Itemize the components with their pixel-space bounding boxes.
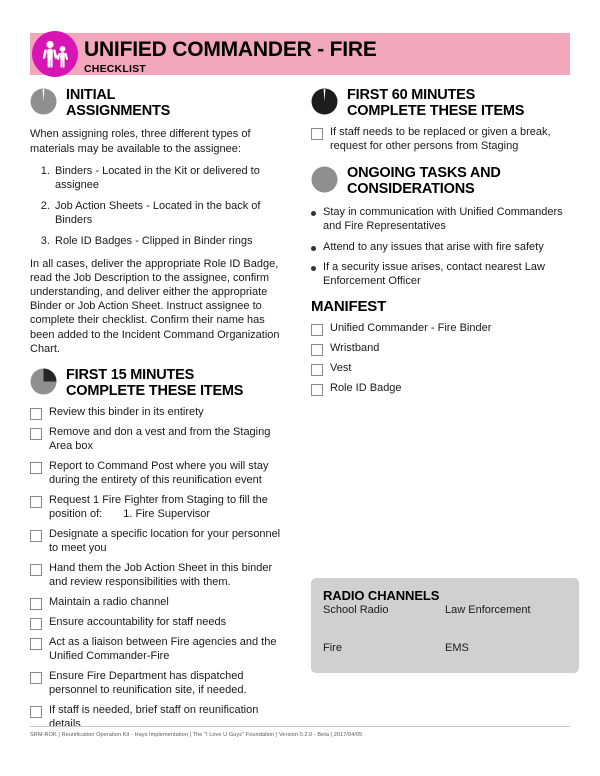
checklist-item[interactable] — [311, 382, 570, 396]
initial-intro-text: When assigning roles, three different types of materials may be available to the assignee: — [30, 128, 251, 155]
checkbox[interactable] — [30, 496, 42, 508]
checklist-sub-item: 1. Fire Supervisor — [123, 508, 211, 521]
checklist-item-label: If staff needs to be replaced or given a break, request for other persons from Staging — [330, 126, 551, 153]
page-footer — [30, 726, 570, 738]
checklist-item[interactable] — [30, 636, 289, 664]
page-title: UNIFIED COMMANDER - FIRE — [84, 38, 377, 61]
first-60-checklist — [311, 126, 570, 154]
list-item: 3. Role ID Badges - Clipped in Binder rings — [53, 234, 289, 248]
checklist-item[interactable] — [30, 460, 289, 488]
radio-channel-label: Fire — [323, 642, 342, 654]
section-initial-title-line1: INITIAL — [66, 87, 116, 103]
checkbox[interactable] — [311, 384, 323, 396]
section-first-60-title-line1: FIRST 60 MINUTES — [347, 87, 476, 103]
footer-text: SRM-ROK | Reunification Operation Kit - Hays Implementation | The "I Love U Guys" Foundation | Version 0.2.0 - Beta | 2017/04/05 — [30, 732, 363, 738]
bullet-icon — [311, 246, 316, 251]
checklist-item[interactable] — [30, 528, 289, 556]
list-item-label: Stay in communication with Unified Commanders and Fire Representatives — [323, 205, 563, 232]
checklist-item[interactable] — [311, 322, 570, 336]
checklist-item-label: Review this binder in its entirety — [49, 406, 204, 419]
section-first-15-minutes — [30, 367, 289, 399]
family-adult-child-icon — [32, 31, 78, 77]
list-item-label: If a security issue arises, contact nearest Law Enforcement Officer — [323, 261, 545, 288]
section-first-60-title — [347, 87, 524, 119]
checklist-item[interactable] — [311, 342, 570, 356]
checklist-item[interactable] — [30, 494, 289, 522]
checkbox[interactable] — [30, 598, 42, 610]
list-item — [311, 261, 570, 289]
checkbox[interactable] — [311, 128, 323, 140]
checklist-item-label: Maintain a radio channel — [49, 595, 169, 608]
clock-60-minutes-icon — [311, 88, 338, 115]
manifest-heading: MANIFEST — [311, 298, 387, 316]
section-first-60-title-line2: COMPLETE THESE ITEMS — [347, 102, 525, 119]
left-column — [30, 85, 289, 738]
list-item: 1. Binders - Located in the Kit or delivered to assignee — [53, 164, 289, 192]
radio-channels-panel — [311, 578, 579, 673]
section-initial-assignments — [30, 87, 289, 119]
checkbox[interactable] — [30, 618, 42, 630]
radio-channel-label: EMS — [445, 642, 469, 654]
content-columns — [30, 75, 570, 738]
checkbox[interactable] — [30, 530, 42, 542]
radio-channel-label: Law Enforcement — [445, 604, 531, 616]
materials-list — [30, 164, 289, 249]
section-ongoing-title-line2: CONSIDERATIONS — [347, 180, 475, 197]
checklist-item[interactable] — [30, 670, 289, 698]
checklist-item-label: Designate a specific location for your personnel to meet you — [49, 528, 281, 555]
page-header-banner — [30, 33, 570, 75]
ongoing-tasks-list — [311, 206, 570, 290]
checkbox[interactable] — [30, 408, 42, 420]
radio-channel-label: School Radio — [323, 604, 389, 616]
section-first-15-title-line2: COMPLETE THESE ITEMS — [66, 382, 244, 399]
checkbox[interactable] — [30, 672, 42, 684]
radio-channels-title: RADIO CHANNELS — [323, 588, 440, 603]
manifest-checklist — [311, 322, 570, 396]
initial-outro-text: In all cases, deliver the appropriate Role ID Badge, read the Job Description to the assignee, confirm understanding, and deliver either the appropriate Binder or Job Action Sheet. Instruct assignee to complete their checklist. Confirm their name has been added to the Incident Command Organization Chart. — [30, 257, 280, 355]
section-first-60-minutes — [311, 87, 570, 119]
checkbox[interactable] — [30, 462, 42, 474]
checklist-item-label — [49, 494, 289, 522]
checklist-item[interactable] — [30, 616, 289, 630]
right-column — [311, 85, 570, 738]
checkbox[interactable] — [30, 638, 42, 650]
checkbox[interactable] — [311, 324, 323, 336]
list-item: 2. Job Action Sheets - Located in the back of Binders — [53, 199, 289, 227]
checkbox[interactable] — [311, 344, 323, 356]
checklist-item[interactable] — [311, 126, 570, 154]
section-ongoing-title-line1: ONGOING TASKS AND — [347, 165, 501, 182]
checklist-item[interactable] — [30, 562, 289, 590]
checkbox[interactable] — [30, 564, 42, 576]
first-15-checklist — [30, 406, 289, 732]
clock-ongoing-icon — [311, 166, 338, 193]
checkbox[interactable] — [311, 364, 323, 376]
bullet-icon — [311, 211, 316, 216]
section-ongoing-tasks — [311, 165, 570, 197]
checklist-item-label: Ensure Fire Department has dispatched personnel to reunification site, if needed. — [49, 669, 247, 696]
radio-channels-grid — [323, 604, 567, 654]
checklist-item-label: Vest — [330, 362, 352, 375]
checklist-item-label: If staff is needed, brief staff on reunification details — [49, 703, 259, 730]
checklist-item-label: Hand them the Job Action Sheet in this binder and review responsibilities with them. — [49, 562, 273, 588]
bullet-icon — [311, 266, 316, 271]
section-first-15-title — [66, 367, 243, 399]
checklist-item-label: Remove and don a vest and from the Staging Area box — [49, 426, 271, 453]
section-initial-title-line2: ASSIGNMENTS — [66, 102, 171, 119]
footer-divider — [30, 726, 570, 727]
section-ongoing-title — [347, 165, 501, 197]
checklist-item[interactable] — [30, 596, 289, 610]
checklist-item-label: Report to Command Post where you will stay during the entirety of this reunification event — [49, 460, 269, 487]
checklist-item-label: Role ID Badge — [330, 382, 402, 395]
checklist-item[interactable] — [30, 406, 289, 420]
list-item — [311, 206, 570, 234]
checklist-item-label: Wristband — [330, 342, 380, 355]
checklist-item-text: Request 1 Fire Fighter from Staging to fill the position of: — [49, 494, 268, 521]
checkbox[interactable] — [30, 428, 42, 440]
checklist-item[interactable] — [30, 426, 289, 454]
list-item — [311, 241, 570, 255]
checklist-item-label: Ensure accountability for staff needs — [49, 615, 227, 628]
clock-initial-icon — [30, 88, 57, 115]
checklist-item-label: Act as a liaison between Fire agencies and the Unified Commander-Fire — [49, 635, 277, 662]
section-first-15-title-line1: FIRST 15 MINUTES — [66, 366, 195, 383]
section-initial-title — [66, 87, 170, 119]
checklist-item[interactable] — [311, 362, 570, 376]
checklist-item-label: Unified Commander - Fire Binder — [330, 322, 492, 335]
checkbox[interactable] — [30, 706, 42, 718]
clock-15-minutes-icon — [30, 368, 57, 395]
list-item-label: Attend to any issues that arise with fire safety — [323, 240, 544, 253]
page-subtitle: CHECKLIST — [84, 63, 146, 75]
